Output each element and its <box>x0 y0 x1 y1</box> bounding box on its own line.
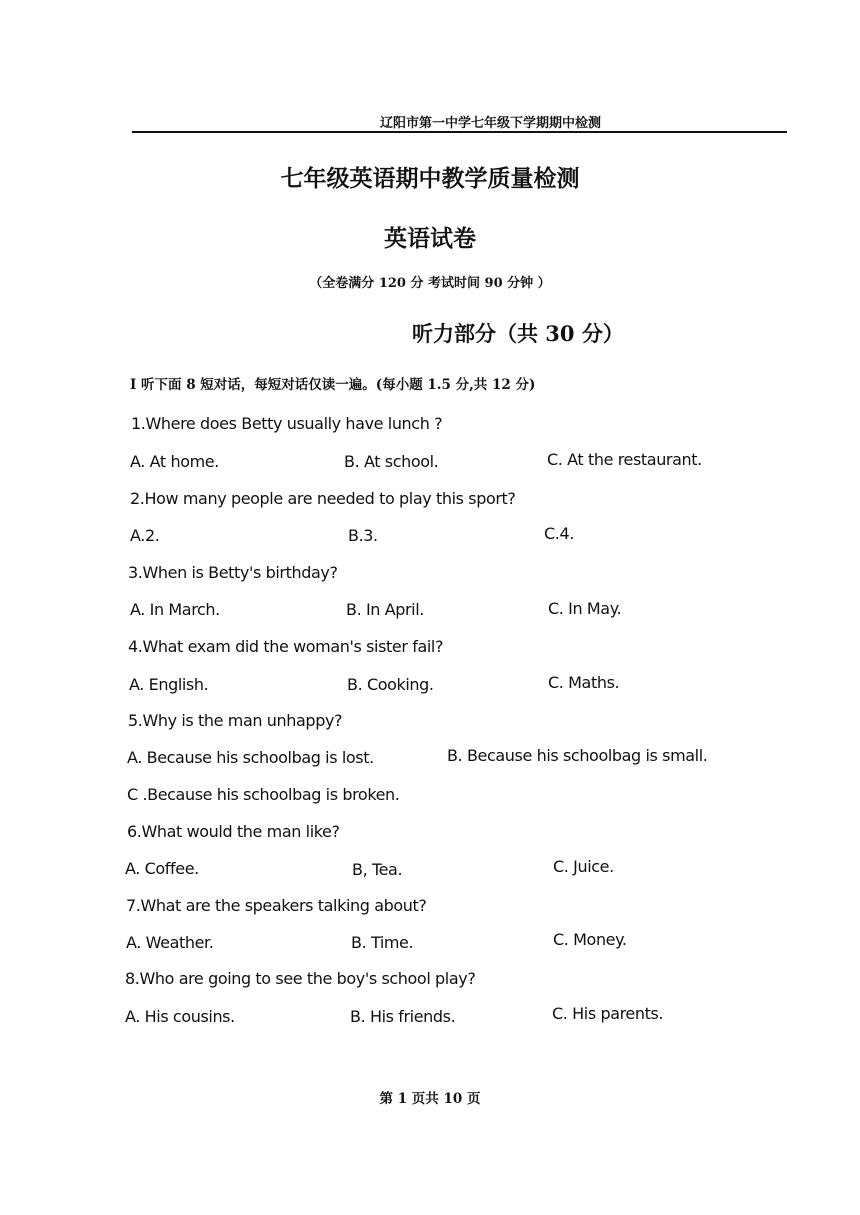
exam-title: 七年级英语期中教学质量检测 <box>280 165 580 192</box>
q1-option-b: B. At school. <box>344 452 439 471</box>
q6-option-a: A. Coffee. <box>125 859 199 878</box>
q6-option-c: C. Juice. <box>553 857 614 876</box>
q3-option-b: B. In April. <box>346 600 424 619</box>
q8-option-b: B. His friends. <box>350 1007 456 1026</box>
q8-option-a: A. His cousins. <box>125 1007 235 1026</box>
exam-info: （全卷满分 120 分 考试时间 90 分钟 ） <box>309 276 551 291</box>
q6-option-b: B, Tea. <box>352 860 403 879</box>
q3-option-a: A. In March. <box>130 600 220 619</box>
question-3: 3.When is Betty's birthday? <box>128 563 338 582</box>
header-divider <box>132 131 787 133</box>
q8-option-c: C. His parents. <box>552 1004 664 1023</box>
question-4: 4.What exam did the woman's sister fail? <box>128 637 444 656</box>
q4-option-b: B. Cooking. <box>347 675 434 694</box>
question-6: 6.What would the man like? <box>127 822 340 841</box>
q5-option-b: B. Because his schoolbag is small. <box>447 746 708 765</box>
q2-option-b: B.3. <box>348 526 378 545</box>
school-header: 辽阳市第一中学七年级下学期期中检测 <box>380 116 602 131</box>
q1-option-a: A. At home. <box>130 452 219 471</box>
q7-option-a: A. Weather. <box>126 933 214 952</box>
question-5: 5.Why is the man unhappy? <box>128 711 343 730</box>
exam-subject-title: 英语试卷 <box>384 225 476 252</box>
question-8: 8.Who are going to see the boy's school play? <box>125 969 476 988</box>
section-instruction: I 听下面 8 短对话，每短对话仅读一遍。(每小题 1.5 分,共 12 分) <box>130 377 536 393</box>
question-1: 1.Where does Betty usually have lunch ? <box>131 414 443 433</box>
q4-option-a: A. English. <box>129 675 209 694</box>
q7-option-c: C. Money. <box>553 930 627 949</box>
q7-option-b: B. Time. <box>351 933 414 952</box>
q2-option-c: C.4. <box>544 524 574 543</box>
q5-option-c: C .Because his schoolbag is broken. <box>127 785 400 804</box>
section-title: 听力部分（共 30 分） <box>412 321 624 346</box>
question-7: 7.What are the speakers talking about? <box>126 896 427 915</box>
q2-option-a: A.2. <box>130 526 160 545</box>
q3-option-c: C. In May. <box>548 599 622 618</box>
q1-option-c: C. At the restaurant. <box>547 450 702 469</box>
page-footer: 第 1 页共 10 页 <box>379 1091 481 1107</box>
q4-option-c: C. Maths. <box>548 673 620 692</box>
question-2: 2.How many people are needed to play this sport? <box>130 489 516 508</box>
q5-option-a: A. Because his schoolbag is lost. <box>127 748 374 767</box>
